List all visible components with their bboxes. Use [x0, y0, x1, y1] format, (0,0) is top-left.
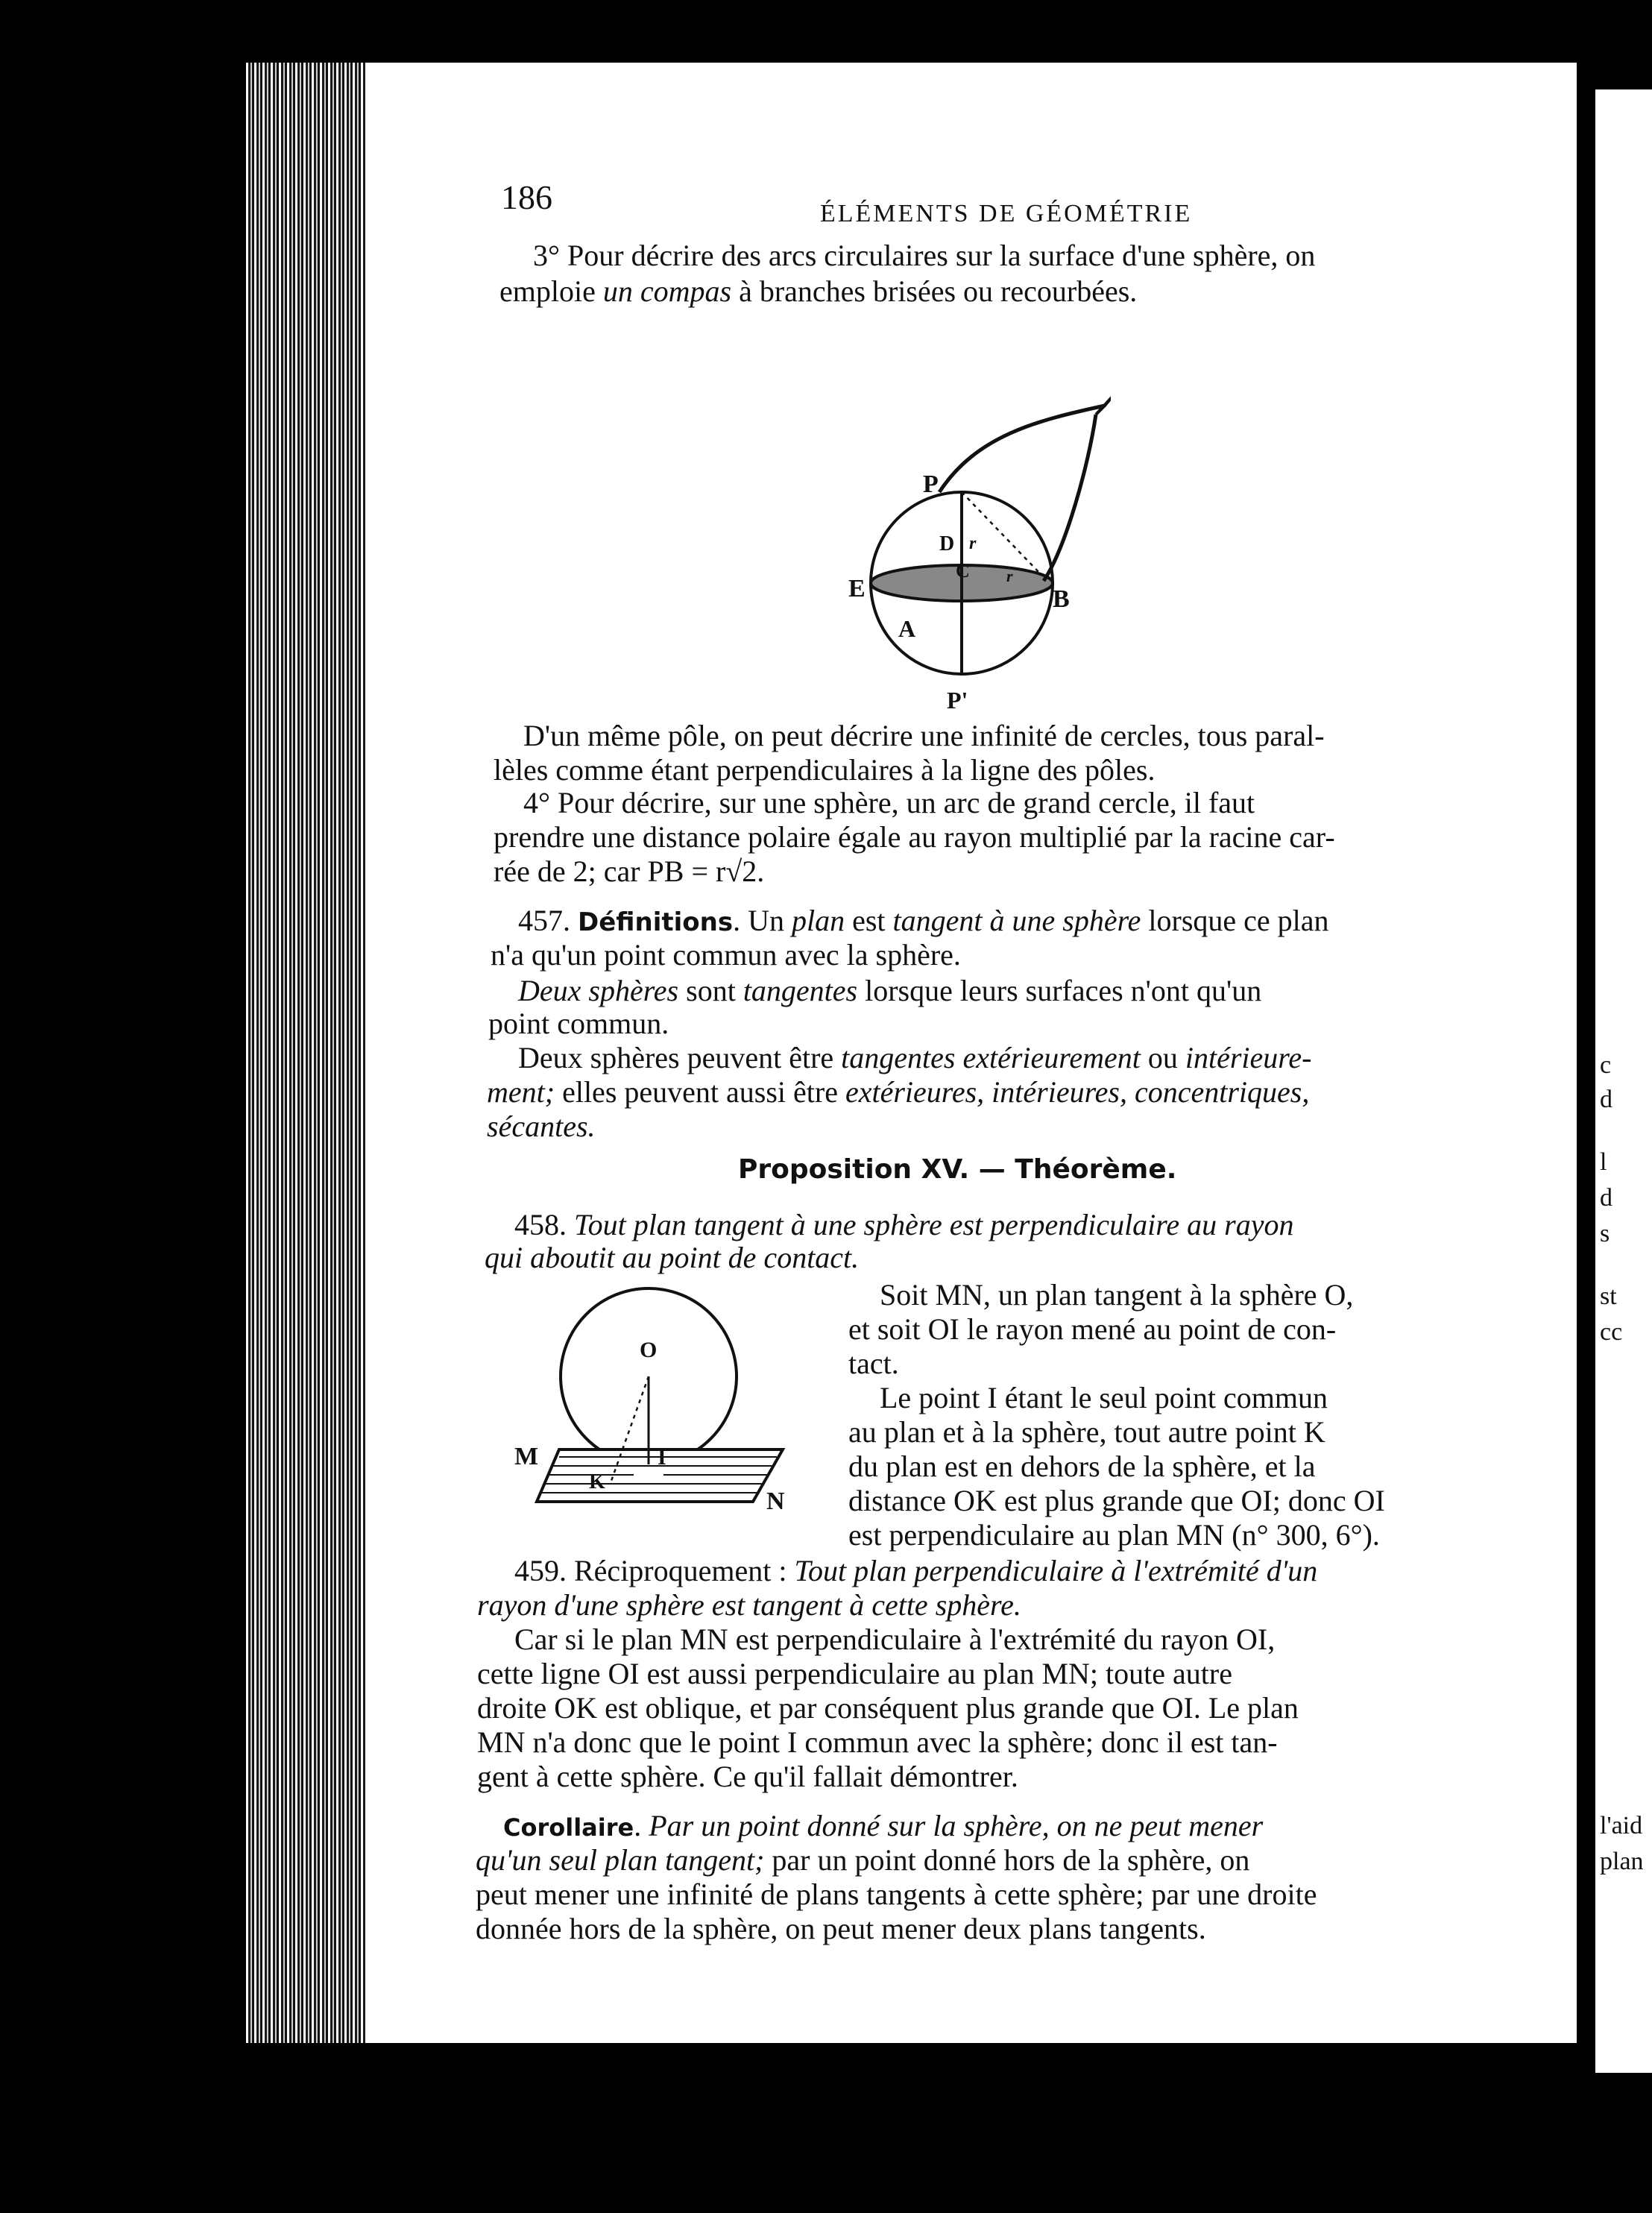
para-4-line2: prendre une distance polaire égale au rayon multiplié par la racine car-: [494, 820, 1335, 854]
book-page-edges: [246, 63, 369, 2043]
sec-457-line5: Deux sphères peuvent être tangentes extérieurement ou intérieure-: [518, 1041, 1312, 1074]
fig-label-K: K: [589, 1470, 605, 1493]
sec-459-body-3: droite OK est oblique, et par conséquent plus grande que OI. Le plan: [477, 1691, 1299, 1725]
para-4-line3: rée de 2; car PB = r√2.: [494, 854, 765, 888]
para-3-line1: 3° Pour décrire des arcs circulaires sur la surface d'une sphère, on: [533, 239, 1316, 272]
para-poles-line2: lèles comme étant perpendiculaires à la ligne des pôles.: [494, 753, 1156, 787]
sphere-compass-figure: [827, 376, 1111, 719]
adjacent-fragment: d: [1600, 1184, 1612, 1212]
sec-458-line1: 458. Tout plan tangent à une sphère est perpendiculaire au rayon: [514, 1208, 1294, 1241]
sec-459-body-1: Car si le plan MN est perpendiculaire à l'extrémité du rayon OI,: [514, 1622, 1276, 1656]
corollary-line4: donnée hors de la sphère, on peut mener deux plans tangents.: [476, 1912, 1206, 1945]
sec-459-body-5: gent à cette sphère. Ce qu'il fallait démontrer.: [477, 1760, 1018, 1793]
fig-label-P: P: [923, 470, 939, 498]
para-3-line2: emploie un compas à branches brisées ou recourbées.: [499, 274, 1138, 308]
sec-457-line2: n'a qu'un point commun avec la sphère.: [491, 938, 961, 972]
sec-458-body-2: et soit OI le rayon mené au point de con-: [848, 1312, 1337, 1346]
sec-457-line1: 457. Définitions. Un plan est tangent à une sphère lorsque ce plan: [518, 904, 1329, 937]
fig-label-N: N: [766, 1488, 785, 1515]
fig-label-B: B: [1053, 585, 1070, 613]
corollary-line3: peut mener une infinité de plans tangents à cette sphère; par une droite: [476, 1877, 1317, 1911]
sec-457-line6: ment; elles peuvent aussi être extérieures, intérieures, concentriques,: [487, 1075, 1310, 1109]
sec-459-line1: 459. Réciproquement : Tout plan perpendiculaire à l'extrémité d'un: [514, 1554, 1318, 1587]
fig-label-E: E: [848, 575, 866, 602]
tangent-plane-figure: [514, 1285, 798, 1517]
fig-label-I: I: [658, 1445, 666, 1470]
sec-457-line7: sécantes.: [487, 1109, 596, 1143]
fig-label-M: M: [514, 1443, 539, 1470]
corollary-line1: Corollaire. Par un point donné sur la sphère, on ne peut mener: [503, 1809, 1264, 1842]
sec-458-body-8: est perpendiculaire au plan MN (n° 300, 6°).: [848, 1518, 1380, 1552]
adjacent-fragment: plan: [1600, 1848, 1644, 1875]
sec-458-body-4: Le point I étant le seul point commun: [880, 1381, 1328, 1414]
sec-459-body-4: MN n'a donc que le point I commun avec la sphère; donc il est tan-: [477, 1725, 1278, 1759]
adjacent-fragment: l: [1600, 1148, 1607, 1176]
sec-457-line3: Deux sphères sont tangentes lorsque leurs surfaces n'ont qu'un: [518, 974, 1262, 1007]
fig-label-A: A: [898, 615, 916, 642]
adjacent-fragment: d: [1600, 1086, 1612, 1113]
sec-459-line2: rayon d'une sphère est tangent à cette sphère.: [477, 1588, 1021, 1622]
sec-459-body-2: cette ligne OI est aussi perpendiculaire au plan MN; toute autre: [477, 1657, 1232, 1690]
fig-label-C: C: [956, 560, 970, 582]
sec-458-body-7: distance OK est plus grande que OI; donc OI: [848, 1484, 1385, 1517]
para-poles-line1: D'un même pôle, on peut décrire une infinité de cercles, tous paral-: [523, 719, 1325, 752]
sec-458-body-6: du plan est en dehors de la sphère, et la: [848, 1449, 1316, 1483]
fig-label-D: D: [939, 532, 955, 555]
page-number: 186: [501, 178, 552, 216]
para-4-line1: 4° Pour décrire, sur une sphère, un arc de grand cercle, il faut: [523, 786, 1255, 819]
fig-label-r1: r: [969, 534, 977, 553]
sec-458-body-5: au plan et à la sphère, tout autre point K: [848, 1415, 1325, 1449]
sec-457-line4: point commun.: [488, 1007, 669, 1040]
book-page: [365, 63, 1577, 2043]
proposition-title: Proposition XV. — Théorème.: [738, 1154, 1177, 1185]
adjacent-fragment: s: [1600, 1220, 1610, 1247]
adjacent-fragment: st: [1600, 1282, 1617, 1310]
adjacent-fragment: l'aid: [1600, 1812, 1643, 1839]
corollary-line2: qu'un seul plan tangent; par un point donné hors de la sphère, on: [476, 1843, 1250, 1877]
fig-label-O: O: [640, 1338, 658, 1362]
adjacent-fragment: cc: [1600, 1318, 1623, 1346]
running-title: ÉLÉMENTS DE GÉOMÉTRIE: [820, 200, 1193, 227]
sec-458-body-3: tact.: [848, 1347, 899, 1380]
adjacent-page-edge: [1595, 89, 1652, 2073]
adjacent-fragment: c: [1600, 1051, 1612, 1079]
sec-458-body-1: Soit MN, un plan tangent à la sphère O,: [880, 1278, 1354, 1312]
sec-458-line2: qui aboutit au point de contact.: [485, 1241, 860, 1274]
fig-label-P-prime: P': [947, 687, 968, 714]
fig-label-r2: r: [1006, 567, 1013, 585]
